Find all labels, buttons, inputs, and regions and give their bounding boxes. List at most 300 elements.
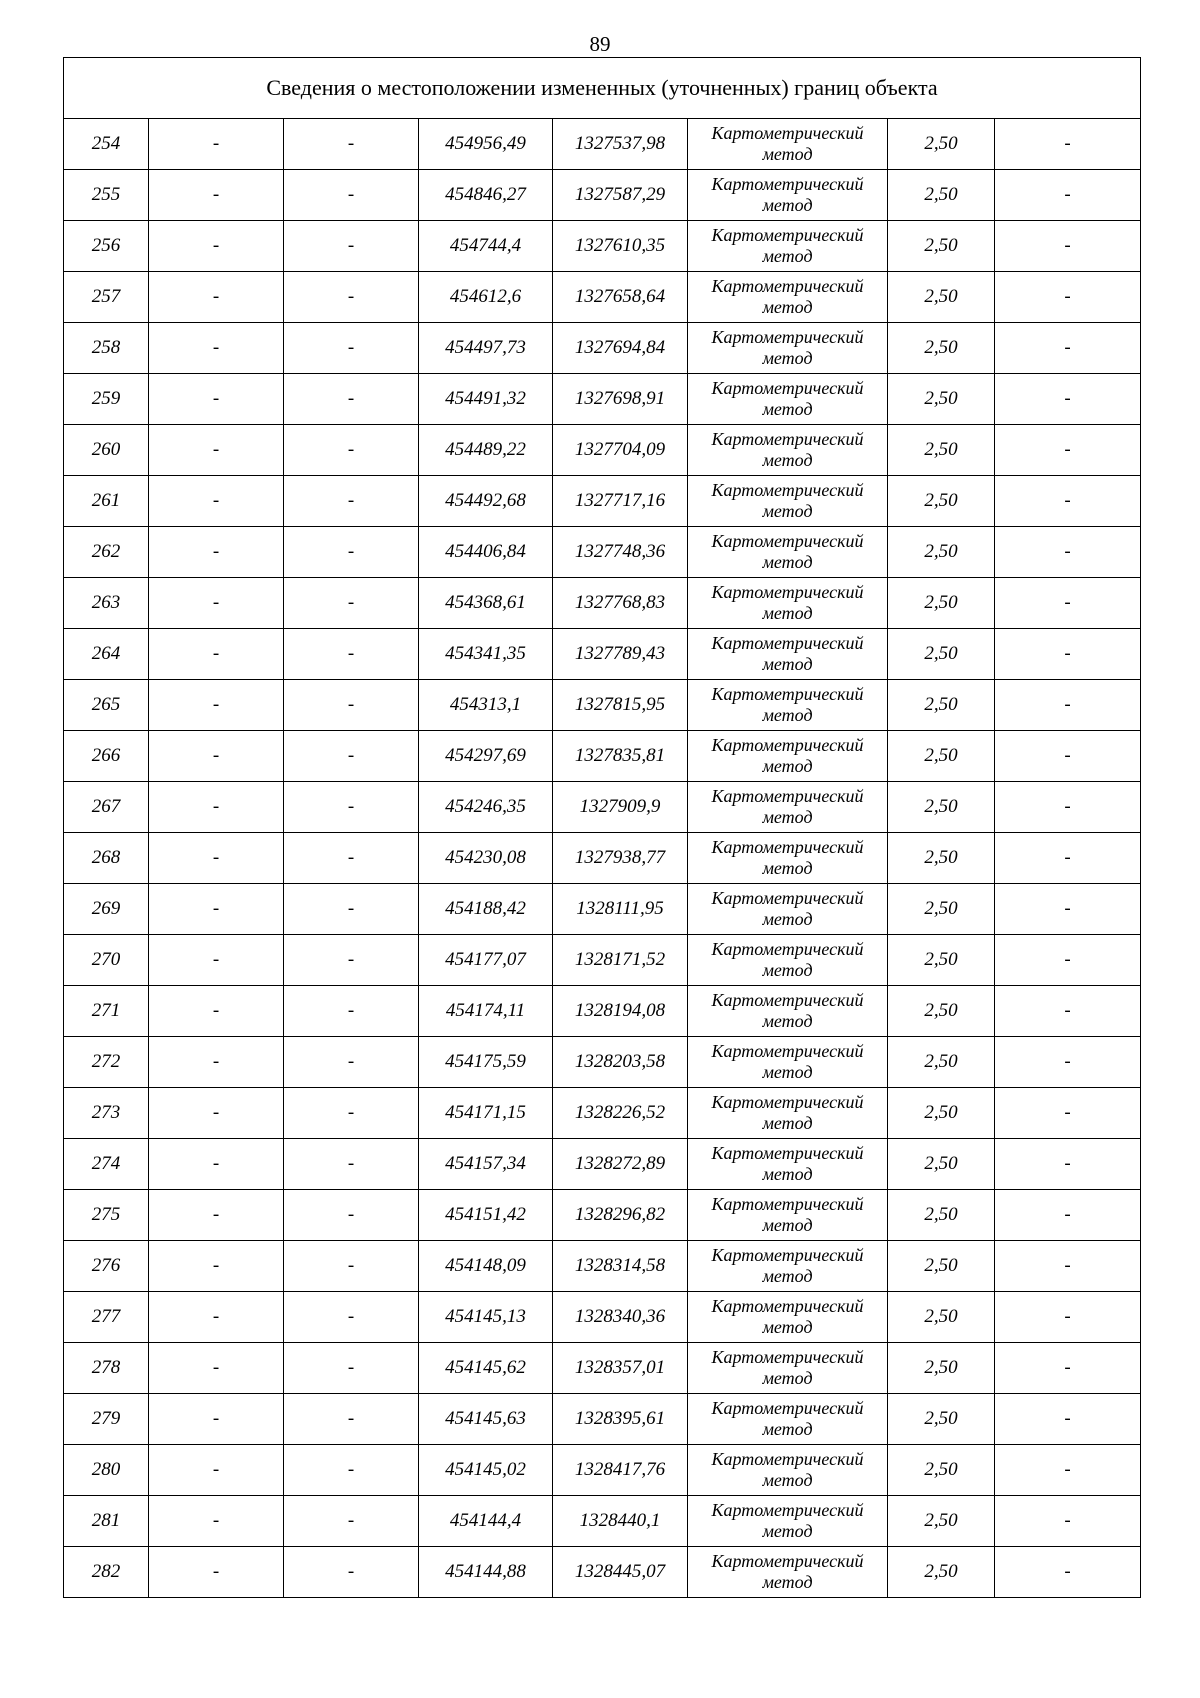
empty-value-cell: - — [284, 629, 419, 680]
empty-value-cell: - — [284, 425, 419, 476]
accuracy-cell: 2,50 — [888, 221, 995, 272]
empty-value-cell: - — [284, 1445, 419, 1496]
empty-value-cell: - — [995, 1394, 1141, 1445]
x-coordinate-cell: 454171,15 — [419, 1088, 553, 1139]
table-row — [64, 1496, 1141, 1547]
point-number-cell: 258 — [64, 323, 149, 374]
method-line-2: метод — [762, 807, 813, 827]
y-coordinate-cell: 1328440,1 — [553, 1496, 688, 1547]
method-cell — [688, 884, 888, 935]
y-coordinate-cell: 1327909,9 — [553, 782, 688, 833]
method-line-1: Картометрический — [711, 1500, 864, 1520]
y-coordinate-cell: 1328272,89 — [553, 1139, 688, 1190]
method-line-2: метод — [762, 756, 813, 776]
y-coordinate-cell: 1328357,01 — [553, 1343, 688, 1394]
empty-value-cell: - — [995, 1547, 1141, 1598]
method-cell — [688, 1394, 888, 1445]
point-number-cell: 257 — [64, 272, 149, 323]
x-coordinate-cell: 454846,27 — [419, 170, 553, 221]
empty-value-cell: - — [284, 374, 419, 425]
method-cell — [688, 1037, 888, 1088]
method-line-2: метод — [762, 1521, 813, 1541]
empty-value-cell: - — [149, 1139, 284, 1190]
method-line-1: Картометрический — [711, 786, 864, 806]
table-row — [64, 119, 1141, 170]
method-line-2: метод — [762, 1470, 813, 1490]
x-coordinate-cell: 454145,63 — [419, 1394, 553, 1445]
x-coordinate-cell: 454144,88 — [419, 1547, 553, 1598]
table-row — [64, 1241, 1141, 1292]
method-cell — [688, 527, 888, 578]
point-number-cell: 260 — [64, 425, 149, 476]
accuracy-cell: 2,50 — [888, 680, 995, 731]
boundary-coordinates-table — [63, 57, 1141, 1598]
method-line-1: Картометрический — [711, 939, 864, 959]
y-coordinate-cell: 1328171,52 — [553, 935, 688, 986]
empty-value-cell: - — [149, 221, 284, 272]
empty-value-cell: - — [149, 1241, 284, 1292]
x-coordinate-cell: 454497,73 — [419, 323, 553, 374]
empty-value-cell: - — [149, 833, 284, 884]
empty-value-cell: - — [149, 527, 284, 578]
table-row — [64, 731, 1141, 782]
empty-value-cell: - — [995, 527, 1141, 578]
empty-value-cell: - — [149, 272, 284, 323]
empty-value-cell: - — [149, 119, 284, 170]
method-cell — [688, 476, 888, 527]
point-number-cell: 273 — [64, 1088, 149, 1139]
method-line-1: Картометрический — [711, 1551, 864, 1571]
method-line-1: Картометрический — [711, 990, 864, 1010]
method-line-2: метод — [762, 1419, 813, 1439]
point-number-cell: 267 — [64, 782, 149, 833]
empty-value-cell: - — [995, 833, 1141, 884]
method-line-1: Картометрический — [711, 1398, 864, 1418]
x-coordinate-cell: 454492,68 — [419, 476, 553, 527]
empty-value-cell: - — [284, 1394, 419, 1445]
y-coordinate-cell: 1328226,52 — [553, 1088, 688, 1139]
method-line-2: метод — [762, 552, 813, 572]
table-row — [64, 1190, 1141, 1241]
accuracy-cell: 2,50 — [888, 884, 995, 935]
method-cell — [688, 986, 888, 1037]
point-number-cell: 268 — [64, 833, 149, 884]
empty-value-cell: - — [995, 221, 1141, 272]
point-number-cell: 255 — [64, 170, 149, 221]
y-coordinate-cell: 1327537,98 — [553, 119, 688, 170]
method-cell — [688, 1343, 888, 1394]
empty-value-cell: - — [284, 1088, 419, 1139]
table-row — [64, 1037, 1141, 1088]
method-line-2: метод — [762, 297, 813, 317]
method-line-1: Картометрический — [711, 429, 864, 449]
table-row — [64, 221, 1141, 272]
empty-value-cell: - — [284, 935, 419, 986]
method-line-2: метод — [762, 1368, 813, 1388]
empty-value-cell: - — [995, 1190, 1141, 1241]
empty-value-cell: - — [284, 986, 419, 1037]
x-coordinate-cell: 454406,84 — [419, 527, 553, 578]
x-coordinate-cell: 454489,22 — [419, 425, 553, 476]
y-coordinate-cell: 1328417,76 — [553, 1445, 688, 1496]
accuracy-cell: 2,50 — [888, 578, 995, 629]
empty-value-cell: - — [149, 986, 284, 1037]
method-line-1: Картометрический — [711, 1143, 864, 1163]
empty-value-cell: - — [284, 680, 419, 731]
method-line-2: метод — [762, 1062, 813, 1082]
point-number-cell: 270 — [64, 935, 149, 986]
table-row — [64, 782, 1141, 833]
x-coordinate-cell: 454174,11 — [419, 986, 553, 1037]
method-cell — [688, 833, 888, 884]
table-row — [64, 425, 1141, 476]
empty-value-cell: - — [995, 374, 1141, 425]
empty-value-cell: - — [149, 680, 284, 731]
accuracy-cell: 2,50 — [888, 629, 995, 680]
y-coordinate-cell: 1327717,16 — [553, 476, 688, 527]
point-number-cell: 269 — [64, 884, 149, 935]
point-number-cell: 272 — [64, 1037, 149, 1088]
empty-value-cell: - — [995, 986, 1141, 1037]
point-number-cell: 271 — [64, 986, 149, 1037]
x-coordinate-cell: 454297,69 — [419, 731, 553, 782]
y-coordinate-cell: 1327835,81 — [553, 731, 688, 782]
empty-value-cell: - — [995, 578, 1141, 629]
method-cell — [688, 1496, 888, 1547]
y-coordinate-cell: 1327789,43 — [553, 629, 688, 680]
method-line-1: Картометрический — [711, 531, 864, 551]
empty-value-cell: - — [149, 782, 284, 833]
empty-value-cell: - — [284, 170, 419, 221]
method-cell — [688, 170, 888, 221]
table-row — [64, 323, 1141, 374]
empty-value-cell: - — [284, 1496, 419, 1547]
method-line-2: метод — [762, 858, 813, 878]
empty-value-cell: - — [284, 578, 419, 629]
method-line-2: метод — [762, 501, 813, 521]
table-row — [64, 629, 1141, 680]
method-line-1: Картометрический — [711, 1194, 864, 1214]
y-coordinate-cell: 1327938,77 — [553, 833, 688, 884]
point-number-cell: 277 — [64, 1292, 149, 1343]
empty-value-cell: - — [149, 1190, 284, 1241]
point-number-cell: 280 — [64, 1445, 149, 1496]
y-coordinate-cell: 1327610,35 — [553, 221, 688, 272]
empty-value-cell: - — [284, 323, 419, 374]
accuracy-cell: 2,50 — [888, 374, 995, 425]
empty-value-cell: - — [995, 425, 1141, 476]
empty-value-cell: - — [995, 1088, 1141, 1139]
method-cell — [688, 731, 888, 782]
y-coordinate-cell: 1328395,61 — [553, 1394, 688, 1445]
method-cell — [688, 680, 888, 731]
method-line-1: Картометрический — [711, 1092, 864, 1112]
method-cell — [688, 1241, 888, 1292]
empty-value-cell: - — [995, 1037, 1141, 1088]
method-line-1: Картометрический — [711, 480, 864, 500]
table-row — [64, 1547, 1141, 1598]
method-cell — [688, 578, 888, 629]
empty-value-cell: - — [995, 1445, 1141, 1496]
empty-value-cell: - — [284, 119, 419, 170]
empty-value-cell: - — [284, 221, 419, 272]
empty-value-cell: - — [284, 833, 419, 884]
method-line-2: метод — [762, 909, 813, 929]
method-cell — [688, 782, 888, 833]
empty-value-cell: - — [284, 731, 419, 782]
empty-value-cell: - — [995, 1496, 1141, 1547]
accuracy-cell: 2,50 — [888, 1190, 995, 1241]
point-number-cell: 259 — [64, 374, 149, 425]
empty-value-cell: - — [284, 782, 419, 833]
empty-value-cell: - — [149, 323, 284, 374]
empty-value-cell: - — [995, 170, 1141, 221]
table-row — [64, 680, 1141, 731]
empty-value-cell: - — [995, 272, 1141, 323]
point-number-cell: 281 — [64, 1496, 149, 1547]
method-line-1: Картометрический — [711, 888, 864, 908]
x-coordinate-cell: 454744,4 — [419, 221, 553, 272]
accuracy-cell: 2,50 — [888, 527, 995, 578]
method-line-1: Картометрический — [711, 123, 864, 143]
method-line-2: метод — [762, 1113, 813, 1133]
table-row — [64, 374, 1141, 425]
empty-value-cell: - — [149, 170, 284, 221]
method-line-1: Картометрический — [711, 1449, 864, 1469]
accuracy-cell: 2,50 — [888, 323, 995, 374]
method-line-1: Картометрический — [711, 837, 864, 857]
method-line-2: метод — [762, 1572, 813, 1592]
point-number-cell: 275 — [64, 1190, 149, 1241]
y-coordinate-cell: 1327587,29 — [553, 170, 688, 221]
empty-value-cell: - — [149, 1343, 284, 1394]
x-coordinate-cell: 454956,49 — [419, 119, 553, 170]
method-cell — [688, 1445, 888, 1496]
empty-value-cell: - — [149, 731, 284, 782]
empty-value-cell: - — [149, 578, 284, 629]
method-line-2: метод — [762, 195, 813, 215]
page-number: 89 — [589, 32, 611, 56]
point-number-cell: 261 — [64, 476, 149, 527]
empty-value-cell: - — [284, 884, 419, 935]
method-line-2: метод — [762, 348, 813, 368]
method-line-1: Картометрический — [711, 1347, 864, 1367]
x-coordinate-cell: 454612,6 — [419, 272, 553, 323]
empty-value-cell: - — [995, 935, 1141, 986]
empty-value-cell: - — [284, 1037, 419, 1088]
method-cell — [688, 1088, 888, 1139]
table-row — [64, 527, 1141, 578]
method-line-2: метод — [762, 705, 813, 725]
empty-value-cell: - — [995, 1241, 1141, 1292]
method-line-1: Картометрический — [711, 276, 864, 296]
empty-value-cell: - — [284, 1343, 419, 1394]
empty-value-cell: - — [284, 272, 419, 323]
method-line-1: Картометрический — [711, 1296, 864, 1316]
method-line-2: метод — [762, 1266, 813, 1286]
method-cell — [688, 1547, 888, 1598]
accuracy-cell: 2,50 — [888, 782, 995, 833]
x-coordinate-cell: 454313,1 — [419, 680, 553, 731]
method-line-1: Картометрический — [711, 1245, 864, 1265]
accuracy-cell: 2,50 — [888, 476, 995, 527]
accuracy-cell: 2,50 — [888, 1445, 995, 1496]
empty-value-cell: - — [149, 1496, 284, 1547]
x-coordinate-cell: 454175,59 — [419, 1037, 553, 1088]
empty-value-cell: - — [284, 1292, 419, 1343]
x-coordinate-cell: 454151,42 — [419, 1190, 553, 1241]
accuracy-cell: 2,50 — [888, 1496, 995, 1547]
point-number-cell: 265 — [64, 680, 149, 731]
table-row — [64, 1139, 1141, 1190]
empty-value-cell: - — [284, 1139, 419, 1190]
empty-value-cell: - — [995, 782, 1141, 833]
method-line-2: метод — [762, 960, 813, 980]
method-line-2: метод — [762, 603, 813, 623]
method-line-1: Картометрический — [711, 633, 864, 653]
empty-value-cell: - — [149, 1547, 284, 1598]
accuracy-cell: 2,50 — [888, 1037, 995, 1088]
table-row — [64, 1445, 1141, 1496]
method-line-2: метод — [762, 144, 813, 164]
x-coordinate-cell: 454230,08 — [419, 833, 553, 884]
empty-value-cell: - — [149, 425, 284, 476]
method-line-1: Картометрический — [711, 582, 864, 602]
table-row — [64, 170, 1141, 221]
x-coordinate-cell: 454177,07 — [419, 935, 553, 986]
x-coordinate-cell: 454157,34 — [419, 1139, 553, 1190]
y-coordinate-cell: 1328340,36 — [553, 1292, 688, 1343]
empty-value-cell: - — [149, 476, 284, 527]
x-coordinate-cell: 454368,61 — [419, 578, 553, 629]
point-number-cell: 276 — [64, 1241, 149, 1292]
point-number-cell: 282 — [64, 1547, 149, 1598]
point-number-cell: 256 — [64, 221, 149, 272]
method-cell — [688, 1292, 888, 1343]
y-coordinate-cell: 1328203,58 — [553, 1037, 688, 1088]
accuracy-cell: 2,50 — [888, 1139, 995, 1190]
y-coordinate-cell: 1327815,95 — [553, 680, 688, 731]
method-line-2: метод — [762, 1215, 813, 1235]
table-row — [64, 935, 1141, 986]
point-number-cell: 254 — [64, 119, 149, 170]
empty-value-cell: - — [995, 1292, 1141, 1343]
method-cell — [688, 221, 888, 272]
method-cell — [688, 323, 888, 374]
y-coordinate-cell: 1328445,07 — [553, 1547, 688, 1598]
empty-value-cell: - — [149, 1394, 284, 1445]
table-row — [64, 1343, 1141, 1394]
x-coordinate-cell: 454145,02 — [419, 1445, 553, 1496]
empty-value-cell: - — [149, 884, 284, 935]
accuracy-cell: 2,50 — [888, 986, 995, 1037]
table-row — [64, 833, 1141, 884]
method-cell — [688, 374, 888, 425]
method-line-2: метод — [762, 654, 813, 674]
method-line-1: Картометрический — [711, 1041, 864, 1061]
accuracy-cell: 2,50 — [888, 1547, 995, 1598]
accuracy-cell: 2,50 — [888, 935, 995, 986]
method-cell — [688, 1190, 888, 1241]
method-line-2: метод — [762, 1011, 813, 1031]
method-line-2: метод — [762, 246, 813, 266]
y-coordinate-cell: 1327704,09 — [553, 425, 688, 476]
empty-value-cell: - — [284, 527, 419, 578]
empty-value-cell: - — [995, 629, 1141, 680]
method-line-2: метод — [762, 399, 813, 419]
method-line-1: Картометрический — [711, 225, 864, 245]
accuracy-cell: 2,50 — [888, 1241, 995, 1292]
x-coordinate-cell: 454491,32 — [419, 374, 553, 425]
table-row — [64, 1394, 1141, 1445]
empty-value-cell: - — [284, 476, 419, 527]
x-coordinate-cell: 454145,62 — [419, 1343, 553, 1394]
point-number-cell: 262 — [64, 527, 149, 578]
empty-value-cell: - — [284, 1241, 419, 1292]
point-number-cell: 264 — [64, 629, 149, 680]
y-coordinate-cell: 1328296,82 — [553, 1190, 688, 1241]
empty-value-cell: - — [995, 119, 1141, 170]
empty-value-cell: - — [149, 1292, 284, 1343]
y-coordinate-cell: 1328194,08 — [553, 986, 688, 1037]
table-row — [64, 986, 1141, 1037]
point-number-cell: 274 — [64, 1139, 149, 1190]
table-row — [64, 1292, 1141, 1343]
method-line-2: метод — [762, 1317, 813, 1337]
empty-value-cell: - — [149, 1037, 284, 1088]
table-row — [64, 884, 1141, 935]
method-line-2: метод — [762, 1164, 813, 1184]
method-cell — [688, 935, 888, 986]
accuracy-cell: 2,50 — [888, 1394, 995, 1445]
accuracy-cell: 2,50 — [888, 119, 995, 170]
method-line-2: метод — [762, 450, 813, 470]
y-coordinate-cell: 1327694,84 — [553, 323, 688, 374]
method-cell — [688, 1139, 888, 1190]
table-row — [64, 476, 1141, 527]
accuracy-cell: 2,50 — [888, 425, 995, 476]
method-line-1: Картометрический — [711, 684, 864, 704]
table-title: Сведения о местоположении измененных (уточненных) границ объекта — [64, 58, 1141, 119]
empty-value-cell: - — [149, 374, 284, 425]
empty-value-cell: - — [149, 1445, 284, 1496]
point-number-cell: 266 — [64, 731, 149, 782]
x-coordinate-cell: 454145,13 — [419, 1292, 553, 1343]
method-line-1: Картометрический — [711, 174, 864, 194]
method-line-1: Картометрический — [711, 327, 864, 347]
method-cell — [688, 629, 888, 680]
empty-value-cell: - — [284, 1547, 419, 1598]
empty-value-cell: - — [149, 935, 284, 986]
y-coordinate-cell: 1328314,58 — [553, 1241, 688, 1292]
y-coordinate-cell: 1327658,64 — [553, 272, 688, 323]
x-coordinate-cell: 454246,35 — [419, 782, 553, 833]
empty-value-cell: - — [149, 1088, 284, 1139]
empty-value-cell: - — [995, 884, 1141, 935]
point-number-cell: 278 — [64, 1343, 149, 1394]
empty-value-cell: - — [995, 1139, 1141, 1190]
method-line-1: Картометрический — [711, 735, 864, 755]
accuracy-cell: 2,50 — [888, 1088, 995, 1139]
y-coordinate-cell: 1327748,36 — [553, 527, 688, 578]
x-coordinate-cell: 454144,4 — [419, 1496, 553, 1547]
table-row — [64, 578, 1141, 629]
table-row — [64, 272, 1141, 323]
empty-value-cell: - — [149, 629, 284, 680]
accuracy-cell: 2,50 — [888, 1292, 995, 1343]
accuracy-cell: 2,50 — [888, 272, 995, 323]
empty-value-cell: - — [995, 1343, 1141, 1394]
